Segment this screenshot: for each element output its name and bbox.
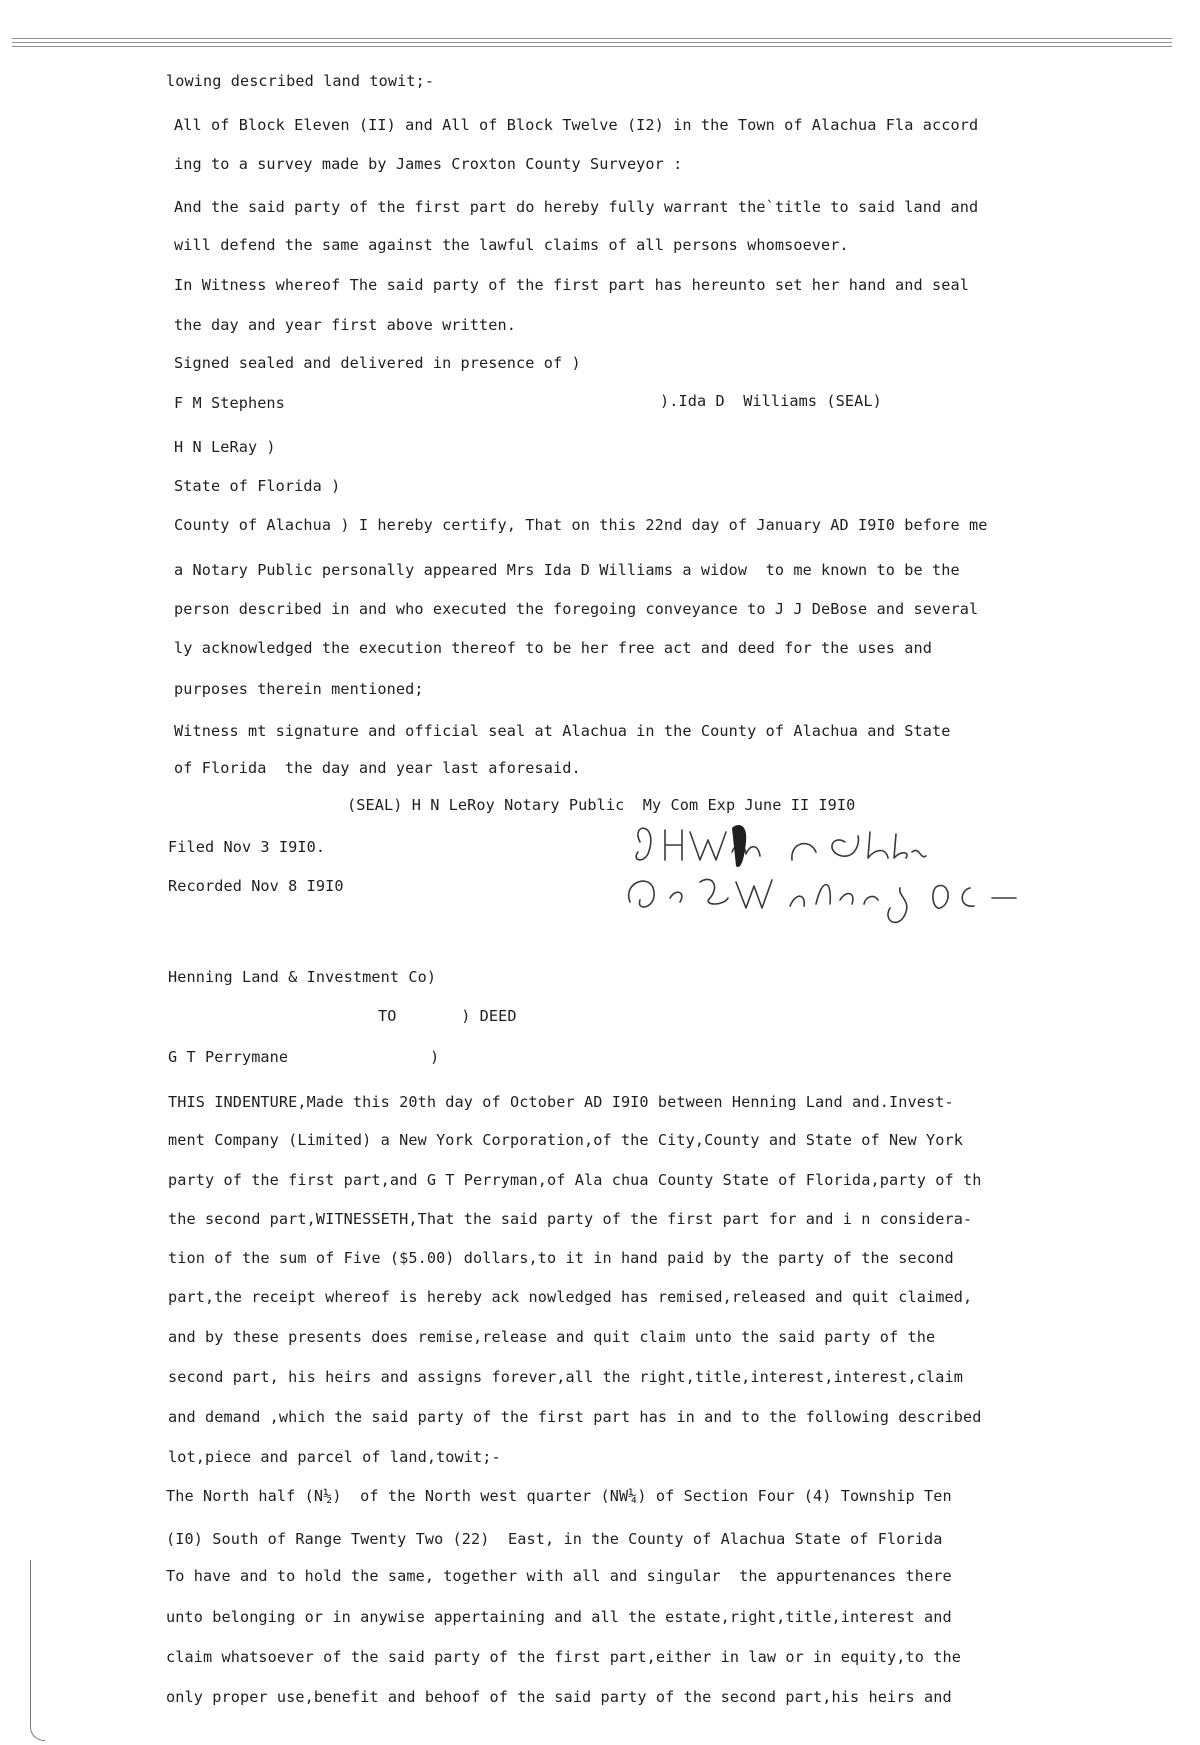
indenture-line: only proper use,benefit and behoof of the said party of the second part,his heirs and	[166, 1688, 952, 1706]
indenture-line: unto belonging or in anywise appertaining and all the estate,right,title,interest and	[166, 1608, 952, 1626]
deed1-line: will defend the same against the lawful claims of all persons whomsoever.	[174, 236, 849, 254]
grantor-name: Henning Land & Investment Co)	[168, 968, 437, 986]
acknowledgment-line: of Florida the day and year last aforesaid.	[174, 759, 581, 777]
indenture-line: THIS INDENTURE,Made this 20th day of October AD I9I0 between Henning Land and.Invest-	[168, 1093, 954, 1111]
acknowledgment-line: person described in and who executed the foregoing conveyance to J J DeBose and several	[174, 600, 979, 618]
acknowledgment-line: a Notary Public personally appeared Mrs Ida D Williams a widow to me known to be the	[174, 561, 960, 579]
deed1-line: All of Block Eleven (II) and All of Block Twelve (I2) in the Town of Alachua Fla accord	[174, 116, 979, 134]
indenture-line: and demand ,which the said party of the first part has in and to the following described	[168, 1408, 982, 1426]
indenture-line: tion of the sum of Five ($5.00) dollars,to it in hand paid by the party of the second	[168, 1249, 954, 1267]
indenture-line: claim whatsoever of the said party of the first part,either in law or in equity,to the	[166, 1648, 961, 1666]
witness-name: H N LeRay )	[174, 438, 276, 456]
clerk-signature	[620, 812, 1050, 932]
deed1-line: And the said party of the first part do hereby fully warrant the`title to said land and	[174, 198, 979, 216]
filed-date: Filed Nov 3 I9I0.	[168, 838, 326, 856]
grantee-bracket: )	[430, 1048, 440, 1066]
witness-name: F M Stephens	[174, 394, 285, 412]
top-rule	[12, 38, 1172, 39]
acknowledgment-line: Witness mt signature and official seal at Alachua in the County of Alachua and State	[174, 722, 951, 740]
indenture-line: To have and to hold the same, together with all and singular the appurtenances there	[166, 1567, 952, 1585]
acknowledgment-line: purposes therein mentioned;	[174, 680, 424, 698]
recorded-date: Recorded Nov 8 I9I0	[168, 877, 344, 895]
indenture-line: part,the receipt whereof is hereby ack nowledged has remised,released and quit claimed,	[168, 1288, 973, 1306]
deed1-line: Signed sealed and delivered in presence of )	[174, 354, 581, 372]
deed1-line: ing to a survey made by James Croxton County Surveyor :	[174, 155, 683, 173]
acknowledgment-line: ly acknowledged the execution thereof to be her free act and deed for the uses and	[174, 639, 932, 657]
deed1-line: lowing described land towit;-	[166, 72, 435, 90]
indenture-line: the second part,WITNESSETH,That the said party of the first part for and i n considera-	[168, 1210, 973, 1228]
indenture-line: and by these presents does remise,release and quit claim unto the said party of the	[168, 1328, 936, 1346]
indenture-line: (I0) South of Range Twenty Two (22) East, in the County of Alachua State of Florida	[166, 1530, 943, 1548]
deed-heading: TO ) DEED	[378, 1007, 517, 1025]
indenture-line: The North half (N½) of the North west quarter (NW¼) of Section Four (4) Township Ten	[166, 1487, 952, 1505]
deed1-line: In Witness whereof The said party of the first part has hereunto set her hand and seal	[174, 276, 969, 294]
top-rule-second	[12, 42, 1172, 43]
acknowledgment-line: County of Alachua ) I hereby certify, That on this 22nd day of January AD I9I0 before me	[174, 516, 988, 534]
grantor-signature-line: ).Ida D Williams (SEAL)	[660, 392, 882, 410]
deed1-line: the day and year first above written.	[174, 316, 517, 334]
top-rule-third	[12, 46, 1172, 47]
indenture-line: lot,piece and parcel of land,towit;-	[168, 1448, 501, 1466]
indenture-line: ment Company (Limited) a New York Corporation,of the City,County and State of New York	[168, 1131, 963, 1149]
notary-line: (SEAL) H N LeRoy Notary Public My Com Exp June II I9I0	[347, 796, 856, 814]
indenture-line: second part, his heirs and assigns forever,all the right,title,interest,interest,claim	[168, 1368, 963, 1386]
page-corner-edge	[30, 1560, 45, 1741]
indenture-line: party of the first part,and G T Perryman,of Ala chua County State of Florida,party of th	[168, 1171, 982, 1189]
venue-state: State of Florida )	[174, 477, 341, 495]
grantee-name: G T Perrymane	[168, 1048, 289, 1066]
